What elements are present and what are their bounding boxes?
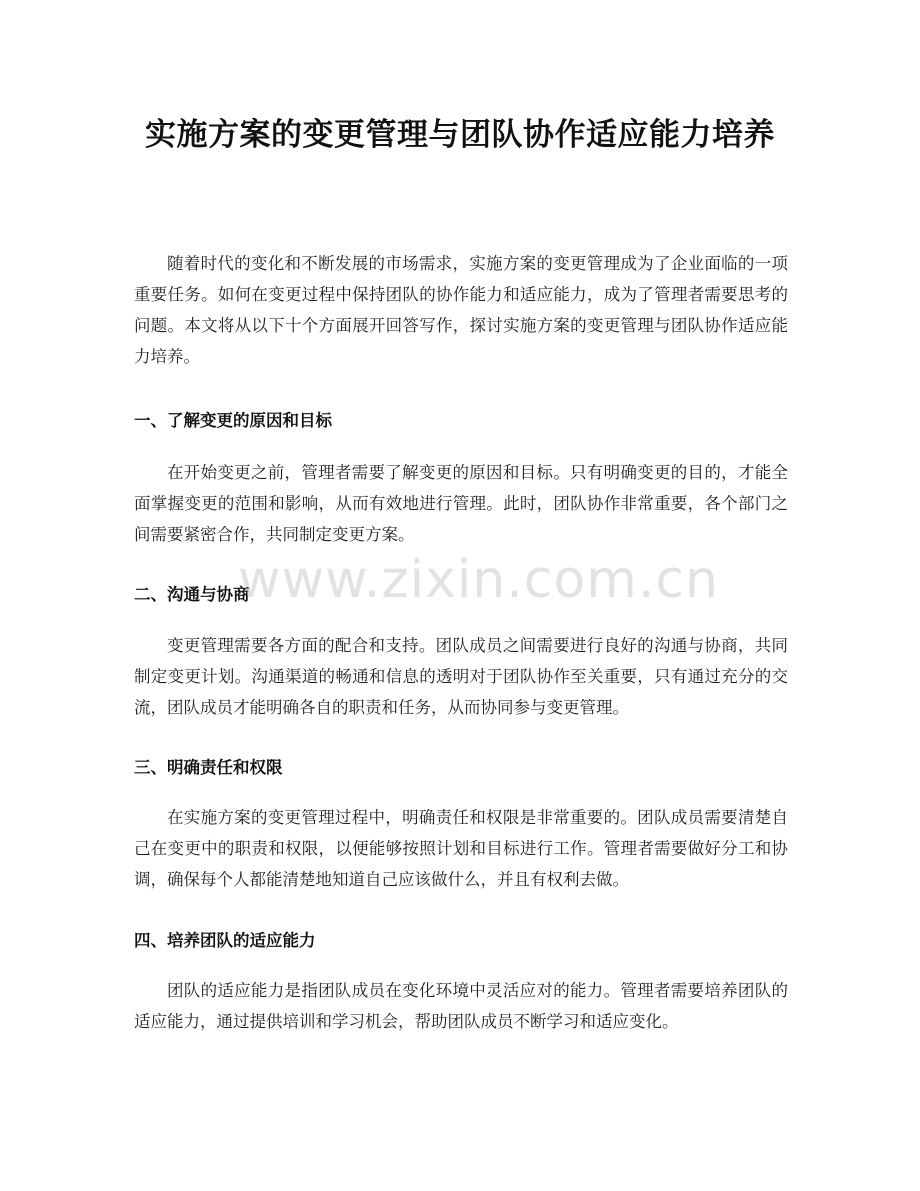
section-heading-1: 一、了解变更的原因和目标 (134, 411, 332, 430)
section-heading-4: 四、培养团队的适应能力 (134, 931, 316, 950)
section-body-1: 在开始变更之前，管理者需要了解变更的原因和目标。只有明确变更的目的，才能全面掌握变更的范围和影响，从而有效地进行管理。此时，团队协作非常重要，各个部门之间需要紧密合作，共同制定变更方案。 (134, 463, 788, 544)
section-body-4: 团队的适应能力是指团队成员在变化环境中灵活应对的能力。管理者需要培养团队的适应能力，通过提供培训和学习机会，帮助团队成员不断学习和适应变化。 (134, 981, 788, 1031)
intro-paragraph: 随着时代的变化和不断发展的市场需求，实施方案的变更管理成为了企业面临的一项重要任务。如何在变更过程中保持团队的协作能力和适应能力，成为了管理者需要思考的问题。本文将从以下十个方面展开回答写作，探讨实施方案的变更管理与团队协作适应能力培养。 (134, 254, 788, 366)
watermark: www.zixin.com.cn (238, 550, 719, 610)
document-title: 实施方案的变更管理与团队协作适应能力培养 (145, 117, 775, 153)
section-body-3: 在实施方案的变更管理过程中，明确责任和权限是非常重要的。团队成员需要清楚自己在变更中的职责和权限，以便能够按照计划和目标进行工作。管理者需要做好分工和协调，确保每个人都能清楚地知道自己应该做什么，并且有权利去做。 (134, 808, 788, 889)
section-heading-3: 三、明确责任和权限 (134, 758, 283, 777)
section-heading-2: 二、沟通与协商 (134, 585, 250, 604)
section-body-2: 变更管理需要各方面的配合和支持。团队成员之间需要进行良好的沟通与协商，共同制定变更计划。沟通渠道的畅通和信息的透明对于团队协作至关重要，只有通过充分的交流，团队成员才能明确各自的职责和任务，从而协同参与变更管理。 (134, 636, 788, 717)
